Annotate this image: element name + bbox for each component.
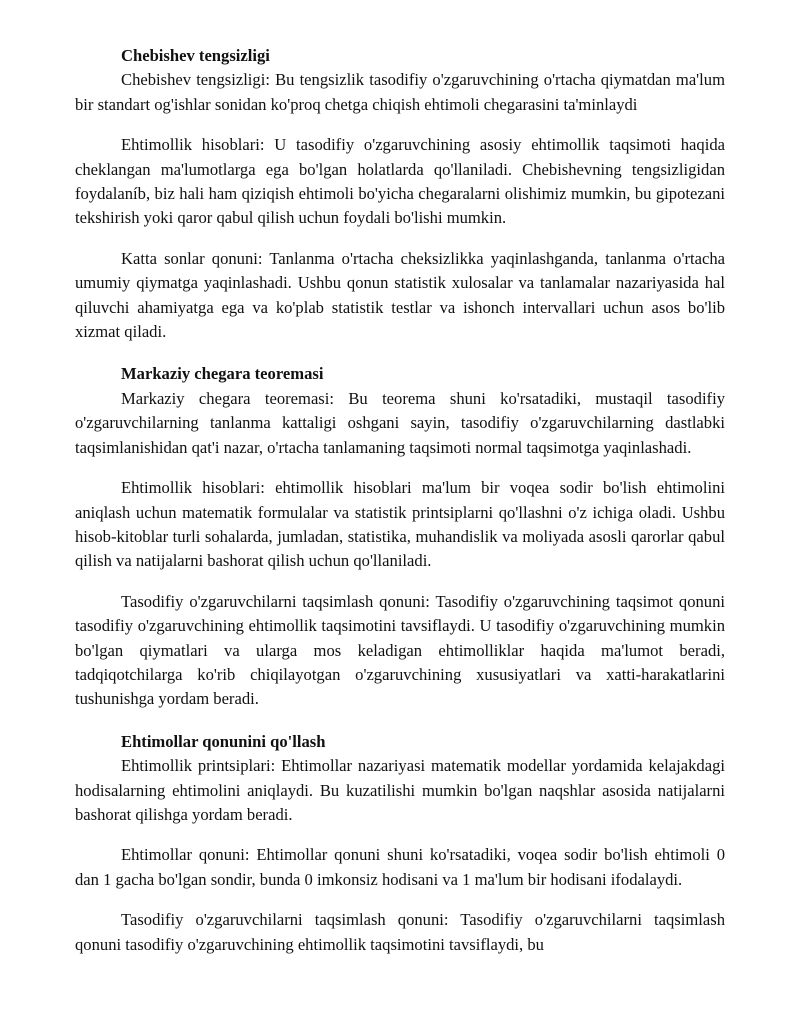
section-heading: Ehtimollar qonunini qo'llash	[121, 731, 326, 751]
section-chebyshev	[75, 44, 725, 344]
section-central-limit-theorem	[75, 362, 725, 711]
paragraph: Ehtimollik hisoblari: ehtimollik hisoblari ma'lum bir voqea sodir bo'lish ehtimolini aniqlash uchun matematik formulalar va statistik printsiplarni qo'llashni o'z ichiga oladi. Ushbu hisob-kitoblar turli sohalarda, jumladan, statistika, muhandislik va moliyada asosli qarorlar qabul qilish va natijalarni bashorat qilish uchun qo'llaniladi.	[75, 478, 725, 571]
document-page	[75, 44, 725, 975]
section-probability-law-application	[75, 730, 725, 957]
section-heading: Chebishev tengsizligi	[121, 46, 270, 65]
paragraph: Ehtimollik hisoblari: U tasodifiy o'zgaruvchining asosiy ehtimollik taqsimoti haqida cheklangan ma'lumotlarga ega bo'lgan holatlarda qo'llaniladi. Chebishevning tengsizligidan foydalaníb, biz hali ham qiziqish ehtimoli bo'yicha chegaralarni olishimiz mumkin, bu gipotezani tekshirish yoki qaror qabul qilish uchun foydali bo'lishi mumkin.	[75, 135, 725, 228]
paragraph: Tasodifiy o'zgaruvchilarni taqsimlash qonuni: Tasodifiy o'zgaruvchining taqsimot qonuni tasodifiy o'zgaruvchining ehtimollik taqsimotini tavsiflaydi. U tasodifiy o'zgaruvchining mumkin bo'lgan qiymatlari va ularga mos keladigan ehtimolliklar haqida ma'lumot beradi, tadqiqotchilarga ko'rib chiqilayotgan o'zgaruvchining xususiyatlari va xatti-harakatlarini tushunishga yordam beradi.	[75, 591, 725, 709]
section-heading: Markaziy chegara teoremasi	[121, 364, 324, 384]
paragraph: Ehtimollik printsiplari: Ehtimollar nazariyasi matematik modellar yordamida kelajakdagi hodisalarning ehtimolini aniqlaydi. Bu kuzatilishi mumkin bo'lgan naqshlar asosida natijalarni bashorat qilishga yordam beradi.	[75, 756, 725, 824]
paragraph: Tasodifiy o'zgaruvchilarni taqsimlash qonuni: Tasodifiy o'zgaruvchilarni taqsimlash qonuni tasodifiy o'zgaruvchining ehtimollik taqsimotini tavsiflaydi, bu	[75, 910, 725, 954]
paragraph: Katta sonlar qonuni: Tanlanma o'rtacha cheksizlikka yaqinlashganda, tanlanma o'rtacha umumiy qiymatga yaqinlashadi. Ushbu qonun statistik xulosalar va tanlamalar nazariyasida hal qiluvchi ahamiyatga ega va ko'plab statistik testlar va ishonch intervallari uchun asos bo'lib xizmat qiladi.	[75, 248, 725, 342]
paragraph: Chebishev tengsizligi: Bu tengsizlik tasodifiy o'zgaruvchining o'rtacha qiymatdan ma'lum bir standart og'ishlar sonidan ko'proq chetga chiqish ehtimoli chegarasini ta'minlaydi	[75, 70, 725, 114]
paragraph: Ehtimollar qonuni: Ehtimollar qonuni shuni ko'rsatadiki, voqea sodir bo'lish ehtimoli 0 dan 1 gacha bo'lgan sondir, bunda 0 imkonsiz hodisani va 1 ma'lum bir hodisani ifodalaydi.	[75, 845, 725, 889]
paragraph: Markaziy chegara teoremasi: Bu teorema shuni ko'rsatadiki, mustaqil tasodifiy o'zgaruvchilarning tanlanma kattaligi oshgani sayin, tasodifiy o'zgaruvchilarning dastlabki taqsimlanishidan qat'i nazar, o'rtacha tanlamaning taqsimoti normal taqsimotga yaqinlashadi.	[75, 388, 725, 457]
